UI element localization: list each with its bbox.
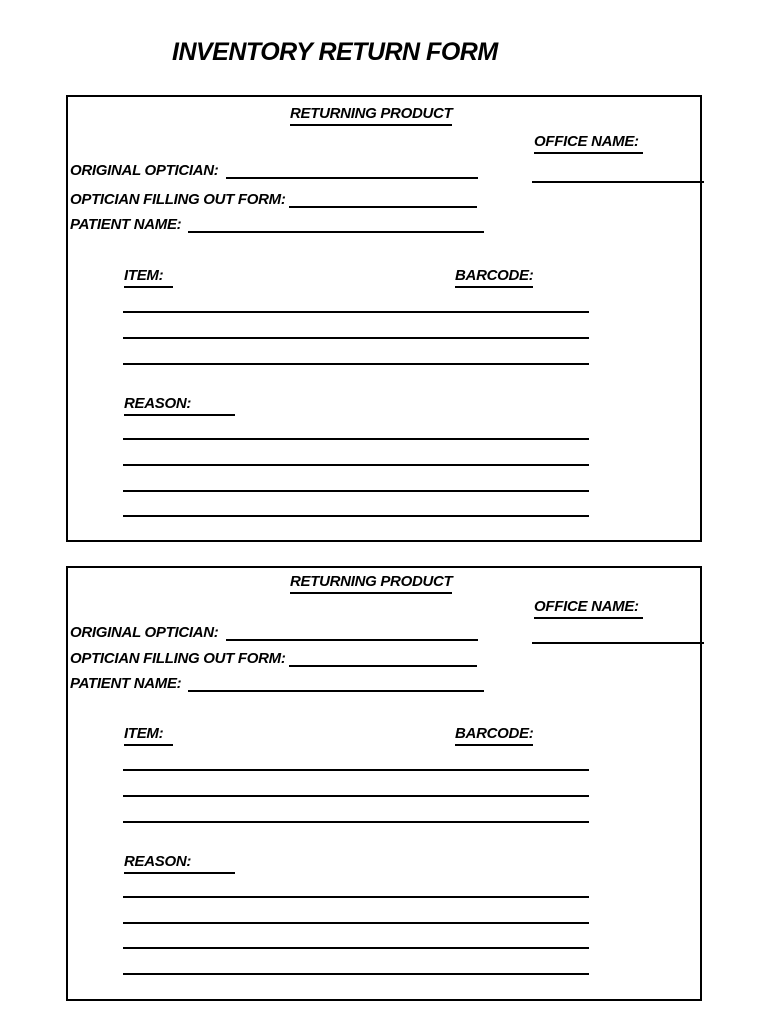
barcode-label: BARCODE: bbox=[455, 267, 533, 288]
original-optician-field[interactable] bbox=[226, 177, 478, 179]
reason-line[interactable] bbox=[123, 973, 589, 975]
optician-filling-label: OPTICIAN FILLING OUT FORM: bbox=[70, 650, 286, 667]
original-optician-label: ORIGINAL OPTICIAN: bbox=[70, 624, 219, 641]
reason-line[interactable] bbox=[123, 515, 589, 517]
reason-label: REASON: bbox=[124, 395, 235, 416]
item-line[interactable] bbox=[123, 795, 589, 797]
office-name-label: OFFICE NAME: bbox=[534, 133, 643, 154]
reason-line[interactable] bbox=[123, 922, 589, 924]
item-line[interactable] bbox=[123, 337, 589, 339]
returning-product-heading: RETURNING PRODUCT bbox=[290, 573, 452, 594]
item-line[interactable] bbox=[123, 769, 589, 771]
item-line[interactable] bbox=[123, 821, 589, 823]
page-title: INVENTORY RETURN FORM bbox=[172, 38, 498, 66]
optician-filling-field[interactable] bbox=[289, 206, 477, 208]
reason-line[interactable] bbox=[123, 896, 589, 898]
office-name-label: OFFICE NAME: bbox=[534, 598, 643, 619]
return-form-2 bbox=[66, 566, 702, 1001]
office-name-field[interactable] bbox=[532, 181, 704, 183]
returning-product-heading: RETURNING PRODUCT bbox=[290, 105, 452, 126]
patient-name-label: PATIENT NAME: bbox=[70, 216, 182, 233]
item-label: ITEM: bbox=[124, 267, 173, 288]
original-optician-field[interactable] bbox=[226, 639, 478, 641]
reason-line[interactable] bbox=[123, 490, 589, 492]
item-line[interactable] bbox=[123, 363, 589, 365]
patient-name-field[interactable] bbox=[188, 690, 484, 692]
optician-filling-field[interactable] bbox=[289, 665, 477, 667]
reason-line[interactable] bbox=[123, 464, 589, 466]
patient-name-field[interactable] bbox=[188, 231, 484, 233]
reason-line[interactable] bbox=[123, 438, 589, 440]
reason-line[interactable] bbox=[123, 947, 589, 949]
item-line[interactable] bbox=[123, 311, 589, 313]
patient-name-label: PATIENT NAME: bbox=[70, 675, 182, 692]
original-optician-label: ORIGINAL OPTICIAN: bbox=[70, 162, 219, 179]
office-name-field[interactable] bbox=[532, 642, 704, 644]
item-label: ITEM: bbox=[124, 725, 173, 746]
reason-label: REASON: bbox=[124, 853, 235, 874]
optician-filling-label: OPTICIAN FILLING OUT FORM: bbox=[70, 191, 286, 208]
return-form-1 bbox=[66, 95, 702, 542]
barcode-label: BARCODE: bbox=[455, 725, 533, 746]
